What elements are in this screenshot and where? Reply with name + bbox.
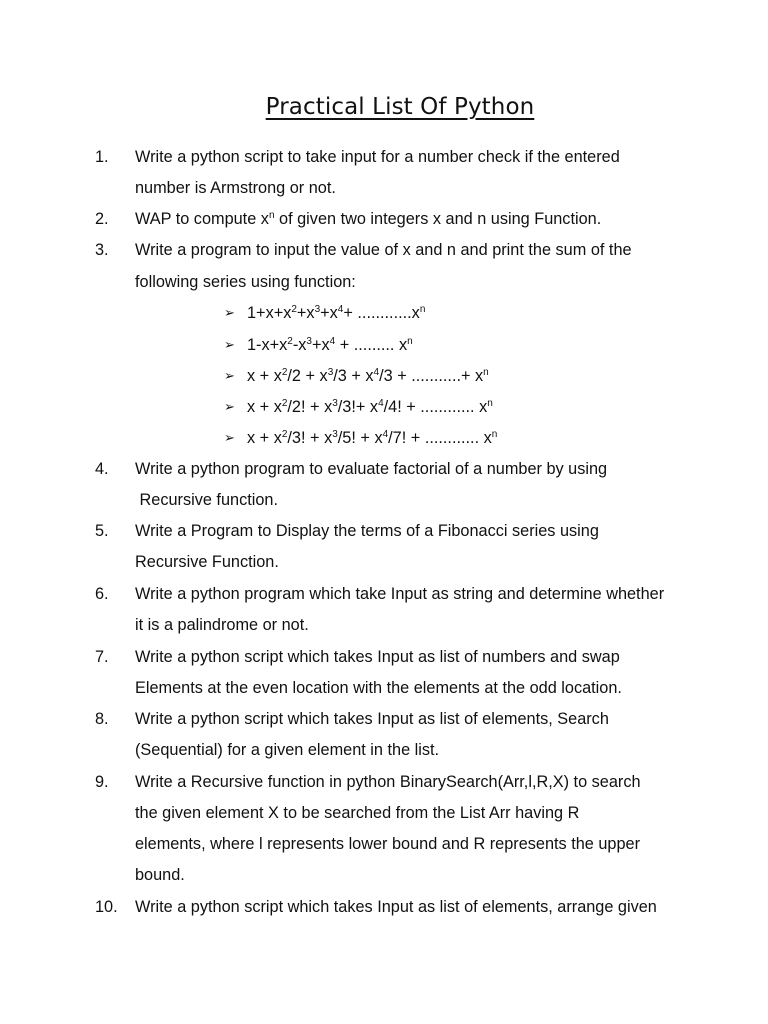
item-number: 1. — [95, 148, 109, 166]
item-text-line: bound. — [135, 866, 185, 884]
series-formula: $x + x^2/2 + x^3/3 + x^4/3$ + ...........+ $x^n$ — [247, 367, 489, 385]
item-text-line: Write a Recursive function in python BinarySearch(Arr,l,R,X) to search — [135, 773, 641, 791]
item-text-line: the given element X to be searched from the List Arr having R — [135, 804, 580, 822]
item-text-line: Write a python script which takes Input as list of elements, Search — [135, 710, 609, 728]
item-number: 10. — [95, 898, 118, 916]
arrow-bullet-icon: ➢ — [224, 430, 235, 445]
item-text-line: Write a python program to evaluate factorial of a number by using — [135, 460, 608, 478]
item-text-line: WAP to compute $x^n$ of given two integers x and n using Function. — [135, 210, 602, 228]
arrow-bullet-icon: ➢ — [224, 337, 235, 352]
item-text-line: Write a python script to take input for a number check if the entered — [135, 148, 620, 166]
arrow-bullet-icon: ➢ — [224, 368, 235, 383]
item-text-line: Recursive function. — [135, 491, 278, 509]
series-formula: $x + x^2/2$! + $x^3/3!+ x^4/4$! + ............ $x^n$ — [247, 398, 493, 416]
item-number: 8. — [95, 710, 109, 728]
item-text-line: elements, where l represents lower bound and R represents the upper — [135, 835, 641, 853]
item-number: 3. — [95, 241, 109, 259]
page-title: Practical List Of Python — [265, 94, 535, 120]
arrow-bullet-icon: ➢ — [224, 305, 235, 320]
item-text-line: Write a python script which takes Input as list of numbers and swap — [135, 648, 620, 666]
item-text-line: (Sequential) for a given element in the list. — [135, 741, 440, 759]
item-text-line: Write a python program which take Input as string and determine whether — [135, 585, 665, 603]
item-number: 5. — [95, 522, 109, 540]
series-formula: $1+x+x^2+x^3+x^4+ ............x^n$ — [247, 304, 426, 322]
item-number: 2. — [95, 210, 109, 228]
item-text-line: following series using function: — [135, 273, 356, 291]
item-number: 7. — [95, 648, 109, 666]
arrow-bullet-icon: ➢ — [224, 399, 235, 414]
item-text-line: it is a palindrome or not. — [135, 616, 309, 634]
item-number: 9. — [95, 773, 109, 791]
item-text-line: Write a program to input the value of x and n and print the sum of the — [135, 241, 632, 259]
item-text-line: Write a python script which takes Input as list of elements, arrange given — [135, 898, 657, 916]
item-text-line: Write a Program to Display the terms of a Fibonacci series using — [135, 522, 599, 540]
series-formula: $1-x+x^2-x^3+x^4$ + ......... $x^n$ — [247, 336, 413, 354]
item-text-line: Recursive Function. — [135, 553, 279, 571]
item-number: 6. — [95, 585, 109, 603]
item-number: 4. — [95, 460, 109, 478]
item-text-line: Elements at the even location with the elements at the odd location. — [135, 679, 622, 697]
series-formula: $x + x^2/3$! + $x^3/5$! + $x^4/7$! + ............ $x^n$ — [247, 429, 498, 447]
item-text-line: number is Armstrong or not. — [135, 179, 336, 197]
